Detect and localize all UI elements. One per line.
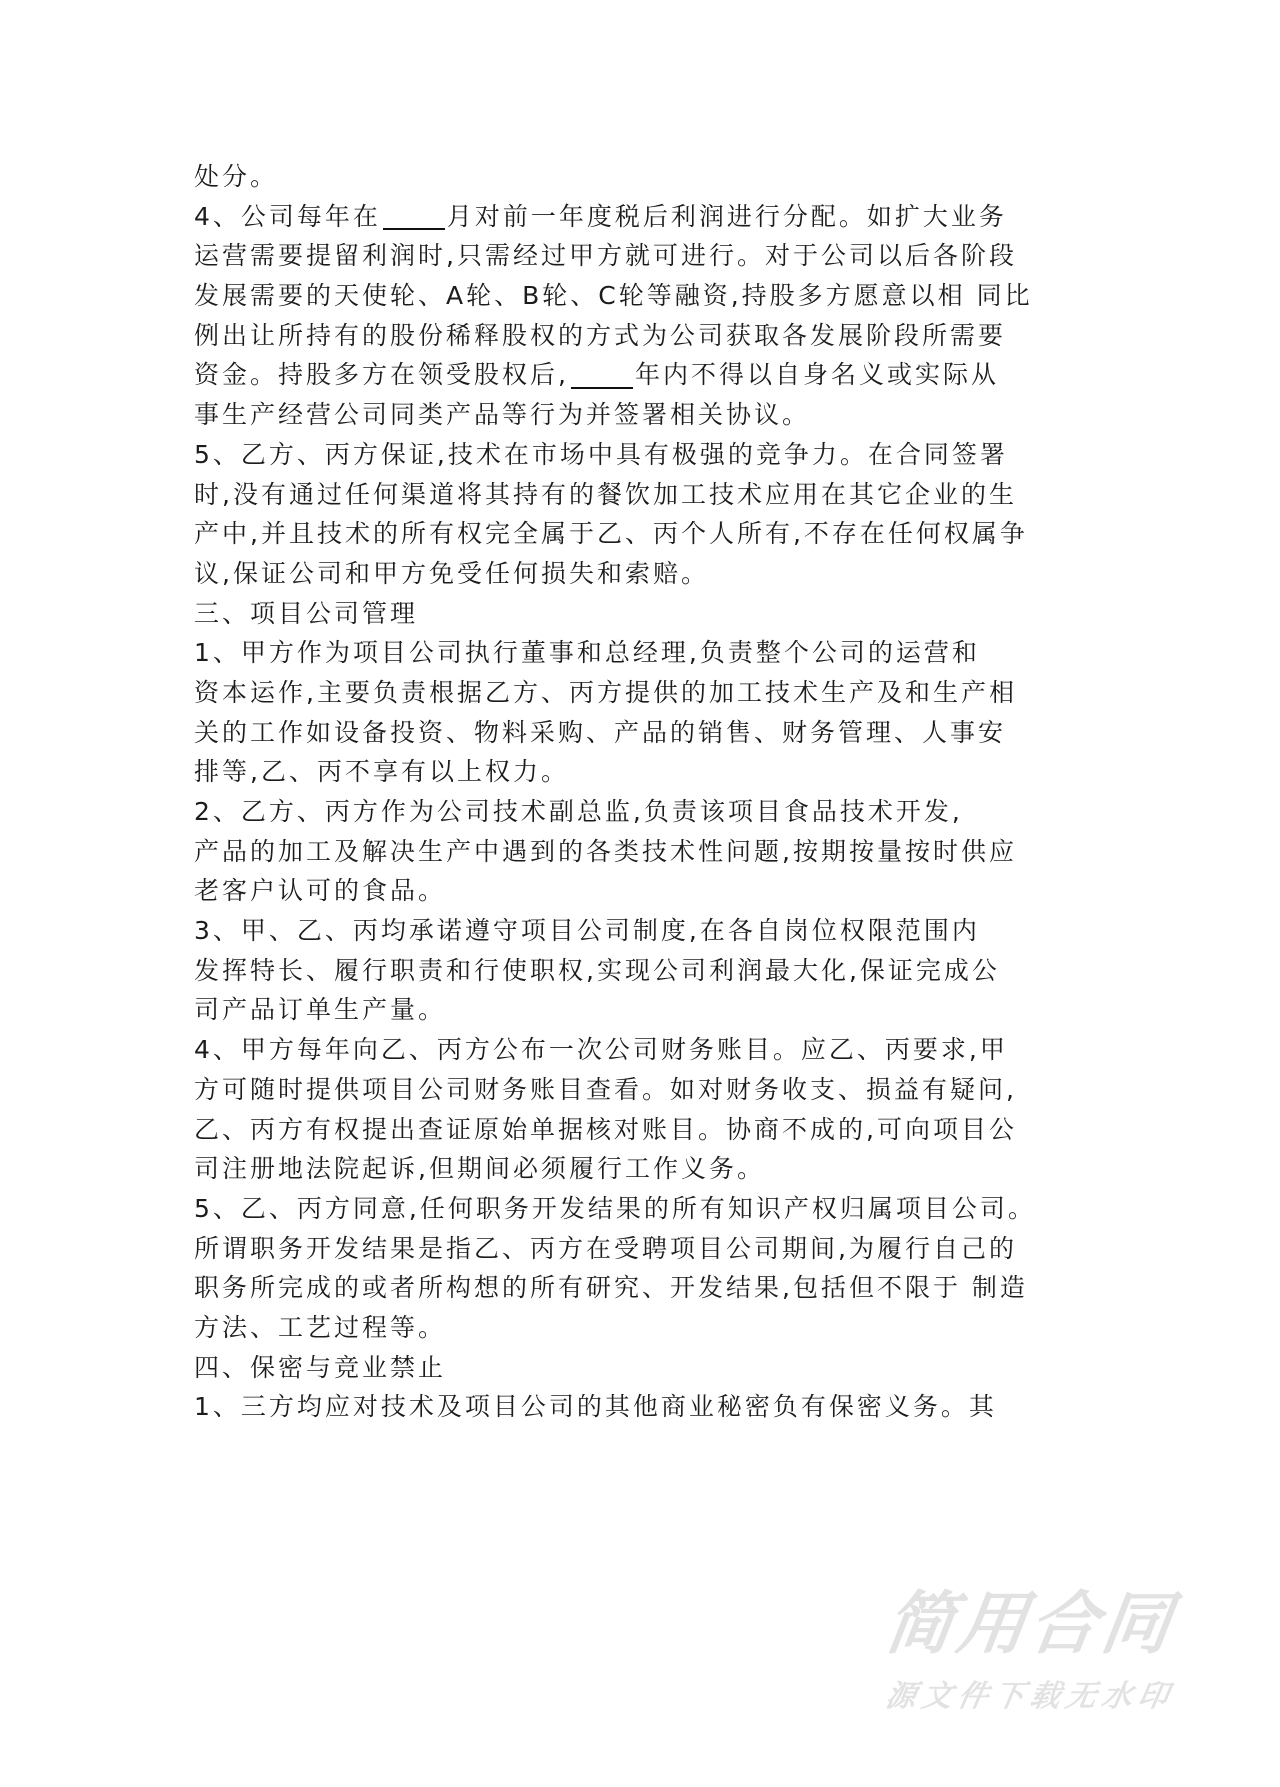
line-text: 司注册地法院起诉,但期间必须履行工作义务。 <box>194 1154 765 1184</box>
text-line <box>194 236 1094 276</box>
text-line <box>194 1149 1094 1189</box>
text-line <box>194 554 1094 594</box>
line-text: 产中,并且技术的所有权完全属于乙、丙个人所有,不存在任何权属争 <box>194 519 1028 549</box>
line-text: 5、乙方、丙方保证,技术在市场中具有极强的竞争力。在合同签署 <box>194 439 1008 469</box>
line-text: 议,保证公司和甲方免受任何损失和索赔。 <box>194 558 709 588</box>
text-line <box>194 1189 1094 1229</box>
line-text: 所谓职务开发结果是指乙、丙方在受聘项目公司期间,为履行自己的 <box>194 1233 1017 1263</box>
line-text: 4、公司每年在 <box>194 201 381 231</box>
fill-in-blank-years[interactable] <box>571 361 633 389</box>
line-text: 1、甲方作为项目公司执行董事和总经理,负责整个公司的运营和 <box>194 638 980 668</box>
heading-text: 四、保密与竞业禁止 <box>194 1352 447 1382</box>
text-line <box>194 832 1094 872</box>
text-line <box>194 673 1094 713</box>
text-line <box>194 475 1094 515</box>
watermark-slogan: 源文件下载无水印 <box>883 1679 1178 1714</box>
text-line <box>194 276 1094 316</box>
line-text: 资本运作,主要负责根据乙方、丙方提供的加工技术生产及和生产相 <box>194 677 1017 707</box>
line-text: 职务所完成的或者所构想的所有研究、开发结果,包括但不限于 制造 <box>194 1273 1028 1303</box>
line-text: 关的工作如设备投资、物料采购、产品的销售、财务管理、人事安 <box>194 717 1007 747</box>
line-text: 2、乙方、丙方作为公司技术副总监,负责该项目食品技术开发, <box>194 797 963 826</box>
text-line <box>194 1387 1094 1427</box>
text-line <box>194 633 1094 673</box>
text-line <box>194 1110 1094 1150</box>
text-line <box>194 435 1094 475</box>
line-text: 4、甲方每年向乙、丙方公布一次公司财务账目。应乙、丙要求,甲 <box>194 1035 1008 1065</box>
line-text: 方法、工艺过程等。 <box>194 1312 447 1342</box>
text-line <box>194 1070 1094 1110</box>
text-line <box>194 1229 1094 1269</box>
watermark-brand: 简用合同 <box>880 1585 1180 1664</box>
line-text: 运营需要提留利润时,只需经过甲方就可进行。对于公司以后各阶段 <box>194 241 1017 271</box>
line-text: 排等,乙、丙不享有以上权力。 <box>194 757 569 787</box>
text-line <box>194 395 1094 435</box>
text-line <box>194 713 1094 753</box>
text-line <box>194 1030 1094 1070</box>
line-text: 年内不得以自身名义或实际从 <box>634 360 999 390</box>
text-line <box>194 792 1094 832</box>
heading-text: 三、项目公司管理 <box>194 598 419 628</box>
line-text: 1、三方均应对技术及项目公司的其他商业秘密负有保密义务。其 <box>194 1392 997 1422</box>
text-line <box>194 911 1094 951</box>
text-line <box>194 1308 1094 1348</box>
text-line <box>194 871 1094 911</box>
line-text: 产品的加工及解决生产中遇到的各类技术性问题,按期按量按时供应 <box>194 836 1017 866</box>
line-text: 时,没有通过任何渠道将其持有的餐饮加工技术应用在其它企业的生 <box>194 479 1017 509</box>
section-heading <box>194 1348 1094 1388</box>
line-text: 3、甲、乙、丙均承诺遵守项目公司制度,在各自岗位权限范围内 <box>194 916 980 946</box>
text-line <box>194 197 1094 237</box>
line-text: 处分。 <box>194 162 279 191</box>
document-body <box>194 157 1094 1427</box>
text-line <box>194 990 1094 1030</box>
line-text: 事生产经营公司同类产品等行为并签署相关协议。 <box>194 400 811 430</box>
text-line <box>194 514 1094 554</box>
line-text: 月对前一年度税后利润进行分配。如扩大业务 <box>446 201 1007 231</box>
text-line <box>194 1268 1094 1308</box>
line-text: 例出让所持有的股份稀释股权的方式为公司获取各发展阶段所需要 <box>194 320 1007 350</box>
line-text: 司产品订单生产量。 <box>194 995 447 1025</box>
line-text: 资金。持股多方在领受股权后, <box>194 360 569 390</box>
text-line <box>194 951 1094 991</box>
line-text: 方可随时提供项目公司财务账目查看。如对财务收支、损益有疑问, <box>194 1074 1017 1104</box>
line-text: 发挥特长、履行职责和行使职权,实现公司利润最大化,保证完成公 <box>194 955 1000 985</box>
text-line <box>194 752 1094 792</box>
section-heading <box>194 594 1094 634</box>
fill-in-blank-month[interactable] <box>383 202 445 230</box>
line-text: 老客户认可的食品。 <box>194 876 447 906</box>
text-line <box>194 316 1094 356</box>
text-line <box>194 355 1094 395</box>
text-line <box>194 157 1094 197</box>
line-text: 发展需要的天使轮、A轮、B轮、C轮等融资,持股多方愿意以相 同比 <box>194 281 1033 311</box>
watermark <box>870 1585 1190 1719</box>
line-text: 5、乙、丙方同意,任何职务开发结果的所有知识产权归属项目公司。 <box>194 1193 1036 1223</box>
line-text: 乙、丙方有权提出查证原始单据核对账目。协商不成的,可向项目公 <box>194 1114 1017 1144</box>
